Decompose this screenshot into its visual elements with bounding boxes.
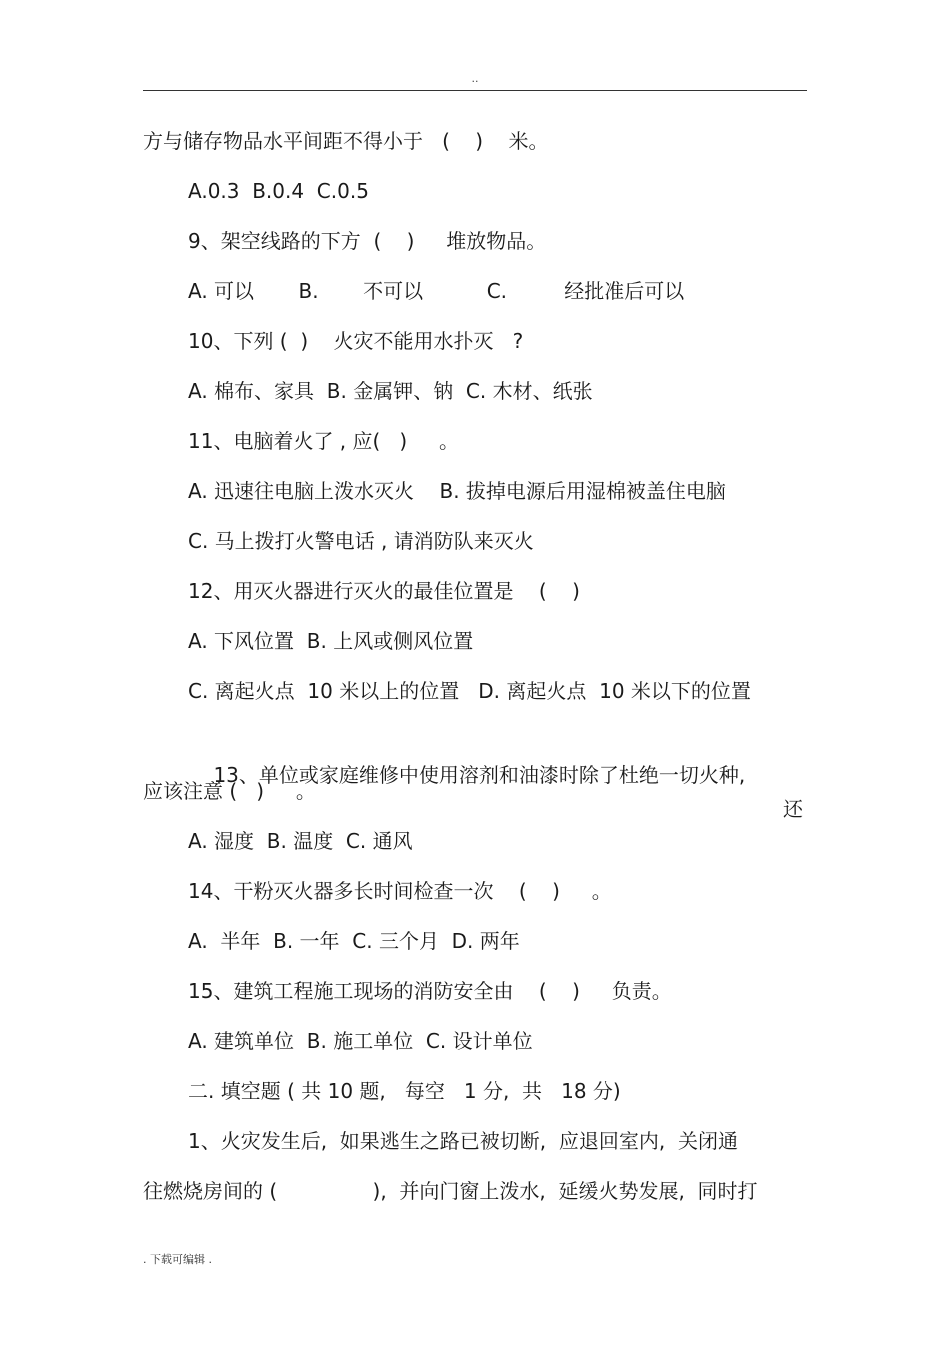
question-12-options-ab: A. 下风位置 B. 上风或侧风位置 (188, 629, 474, 653)
fill-in-question-1-continuation: 往燃烧房间的 ( ), 并向门窗上泼水, 延缓火势发展, 同时打 (143, 1179, 758, 1203)
header-rule (143, 90, 807, 91)
question-11-option-c: C. 马上拨打火警电话 , 请消防队来灭火 (188, 529, 534, 553)
question-8-options: A.0.3 B.0.4 C.0.5 (188, 179, 369, 203)
question-11: 11、电脑着火了 , 应( ) 。 (188, 429, 459, 453)
fill-in-question-1: 1、火灾发生后, 如果逃生之路已被切断, 应退回室内, 关闭通 (188, 1129, 738, 1153)
question-12: 12、用灭火器进行灭火的最佳位置是 ( ) (188, 579, 580, 603)
question-9: 9、架空线路的下方 ( ) 堆放物品。 (188, 229, 547, 253)
document-body (0, 124, 950, 1224)
question-14-options: A. 半年 B. 一年 C. 三个月 D. 两年 (188, 929, 520, 953)
question-9-options: A. 可以 B. 不可以 C. 经批准后可以 (188, 279, 685, 303)
question-13-options: A. 湿度 B. 温度 C. 通风 (188, 829, 413, 853)
question-13-continuation: 应该注意 ( ) 。 (143, 779, 316, 803)
question-15-options: A. 建筑单位 B. 施工单位 C. 设计单位 (188, 1029, 533, 1053)
footer-note: . 下载可编辑 . (143, 1253, 212, 1266)
question-10-options: A. 棉布、家具 B. 金属钾、钠 C. 木材、纸张 (188, 379, 593, 403)
header-mark: .. (471, 72, 479, 85)
question-10: 10、下列 ( ) 火灾不能用水扑灭 ? (188, 329, 524, 353)
question-8-continuation: 方与储存物品水平间距不得小于 ( ) 米。 (143, 129, 549, 153)
section-heading-fill-in: 二. 填空题 ( 共 10 题, 每空 1 分, 共 18 分) (188, 1079, 621, 1103)
question-13-tail: 还 (783, 797, 803, 821)
question-14: 14、干粉灭火器多长时间检查一次 ( ) 。 (188, 879, 612, 903)
question-13-text: 13、单位或家庭维修中使用溶剂和油漆时除了杜绝一切火种, (213, 763, 746, 787)
question-15: 15、建筑工程施工现场的消防安全由 ( ) 负责。 (188, 979, 672, 1003)
question-11-options-ab: A. 迅速往电脑上泼水灭火 B. 拔掉电源后用湿棉被盖住电脑 (188, 479, 726, 503)
question-12-options-cd: C. 离起火点 10 米以上的位置 D. 离起火点 10 米以下的位置 (188, 679, 751, 703)
